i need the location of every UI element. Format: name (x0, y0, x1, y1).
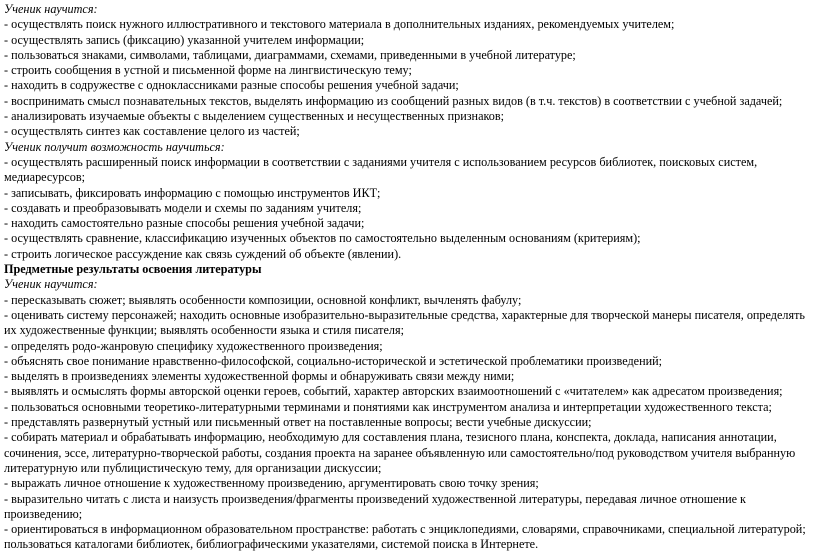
section-heading: Ученик научится: (4, 277, 98, 292)
list-item: - записывать, фиксировать информацию с помощью инструментов ИКТ; (4, 185, 381, 200)
list-item: - пользоваться знаками, символами, таблицами, диаграммами, схемами, приведенными в учебной литературе; (4, 47, 576, 62)
list-item: - выразительно читать с листа и наизусть произведения/фрагменты произведений художественной литературы, передавая личное отношение к произведению; (4, 491, 746, 521)
list-item: - объяснять свое понимание нравственно-философской, социально-исторической и эстетической проблематики произведений; (4, 353, 663, 368)
list-item: - осуществлять синтез как составление целого из частей; (4, 124, 300, 139)
list-item: - ориентироваться в информационном образовательном пространстве: работать с энциклопедиями, словарями, справочниками, специальной литературой; пользоваться каталогами библиотек, библиографическими указателями, системой поиска в Интернете. (4, 522, 806, 552)
list-item: - воспринимать смысл познавательных текстов, выделять информацию из сообщений разных видов (в т.ч. текстов) в соответствии с учебной задачей; (4, 93, 783, 108)
list-item: - пересказывать сюжет; выявлять особенности композиции, основной конфликт, вычленять фабулу; (4, 292, 522, 307)
list-item: - выделять в произведениях элементы художественной формы и обнаруживать связи между ними; (4, 369, 515, 384)
block2-heading: Ученик получит возможность научиться: (4, 139, 225, 154)
list-item: - находить в содружестве с одноклассниками разные способы решения учебной задачи; (4, 78, 459, 93)
list-item: - выражать личное отношение к художественному произведению, аргументировать свою точку зрения; (4, 476, 539, 491)
list-item: - осуществлять поиск нужного иллюстративного и текстового материала в дополнительных изданиях, рекомендуемых учителем; (4, 17, 675, 32)
list-item: - находить самостоятельно разные способы решения учебной задачи; (4, 216, 365, 231)
list-item: - осуществлять расширенный поиск информации в соответствии с заданиями учителя с использованием ресурсов библиотек, поисковых систем, медиаресурсов; (4, 154, 758, 185)
list-item: - строить сообщения в устной и письменной форме на лингвистическую тему; (4, 63, 412, 78)
list-item: - выявлять и осмыслять формы авторской оценки героев, событий, характер авторских взаимоотношений с «читателем» как адресатом произведения; (4, 384, 783, 399)
list-item: - собирать материал и обрабатывать информацию, необходимую для составления плана, тезисного плана, конспекта, доклада, написания аннотации, сочинения, эссе, литературно-творческой работы, создания проекта на заранее объявленную или самостоятельно/под руководством учителя выбранную литературную или публицистическую тему, для организации дискуссии; (4, 430, 796, 475)
list-item: - представлять развернутый устный или письменный ответ на поставленные вопросы; вести учебные дискуссии; (4, 415, 592, 430)
list-item: - строить логическое рассуждение как связь суждений об объекте (явлении). (4, 246, 402, 261)
list-item: - пользоваться основными теоретико-литературными терминами и понятиями как инструментом анализа и интерпретации художественного текста; (4, 399, 772, 414)
list-item: - создавать и преобразовывать модели и схемы по заданиям учителя; (4, 200, 362, 215)
block1-heading: Ученик научится: (4, 2, 98, 16)
section-title: Предметные результаты освоения литературы (4, 262, 262, 277)
list-item: - оценивать систему персонажей; находить основные изобразительно-выразительные средства, характерные для творческой манеры писателя, определять их художественные функции; выявлять особенности языка и стиля писателя; (4, 307, 805, 338)
list-item: - анализировать изучаемые объекты с выделением существенных и несущественных признаков; (4, 109, 505, 124)
list-item: - осуществлять сравнение, классификацию изученных объектов по самостоятельно выделенным основаниям (критериям); (4, 231, 641, 246)
list-item: - осуществлять запись (фиксацию) указанной учителем информации; (4, 32, 365, 47)
list-item: - определять родо-жанровую специфику художественного произведения; (4, 338, 383, 353)
